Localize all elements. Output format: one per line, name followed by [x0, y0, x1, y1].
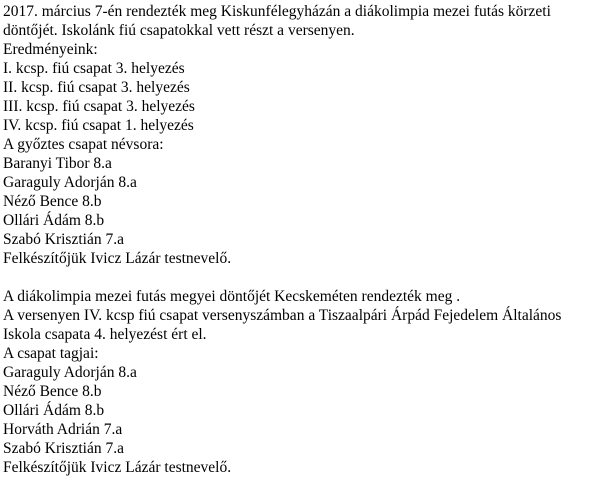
- member-name: Szabó Krisztián 7.a: [3, 440, 124, 457]
- intro-text-line: döntőjét. Iskolánk fiú csapatokkal vett részt a versenyen.: [3, 22, 355, 39]
- roster-name: Baranyi Tibor 8.a: [3, 155, 112, 172]
- section-county-final: [3, 287, 609, 477]
- member-name: Ollári Ádám 8.b: [3, 402, 105, 419]
- member-name: Horváth Adrián 7.a: [3, 421, 123, 438]
- roster-name: Néző Bence 8.b: [3, 193, 102, 210]
- roster-heading: A győztes csapat névsora:: [3, 136, 164, 153]
- result-line: I. kcsp. fiú csapat 3. helyezés: [3, 60, 185, 77]
- coach-line: Felkészítőjük Ivicz Lázár testnevelő.: [3, 459, 232, 476]
- intro-text-line: A diákolimpia mezei futás megyei döntőjét Kecskeméten rendezték meg .: [3, 288, 461, 305]
- members-heading: A csapat tagjai:: [3, 345, 99, 362]
- member-name: Garaguly Adorján 8.a: [3, 364, 137, 381]
- coach-line: Felkészítőjük Ivicz Lázár testnevelő.: [3, 250, 232, 267]
- member-name: Néző Bence 8.b: [3, 383, 102, 400]
- document-body: [3, 2, 609, 477]
- result-line: II. kcsp. fiú csapat 3. helyezés: [3, 79, 190, 96]
- result-line: III. kcsp. fiú csapat 3. helyezés: [3, 98, 195, 115]
- roster-name: Garaguly Adorján 8.a: [3, 174, 137, 191]
- section-district-final: [3, 2, 609, 268]
- paragraph-spacer: [3, 268, 609, 287]
- roster-name: Ollári Ádám 8.b: [3, 212, 105, 229]
- intro-text-line: A versenyen IV. kcsp fiú csapat versenyszámban a Tiszaalpári Árpád Fejedelem Általános: [3, 307, 562, 324]
- results-heading: Eredményeink:: [3, 41, 98, 58]
- result-line: IV. kcsp. fiú csapat 1. helyezés: [3, 117, 194, 134]
- intro-text-line: 2017. március 7-én rendezték meg Kiskunfélegyházán a diákolimpia mezei futás körzeti: [3, 3, 551, 20]
- intro-text-line: Iskola csapata 4. helyezést ért el.: [3, 326, 207, 343]
- roster-name: Szabó Krisztián 7.a: [3, 231, 124, 248]
